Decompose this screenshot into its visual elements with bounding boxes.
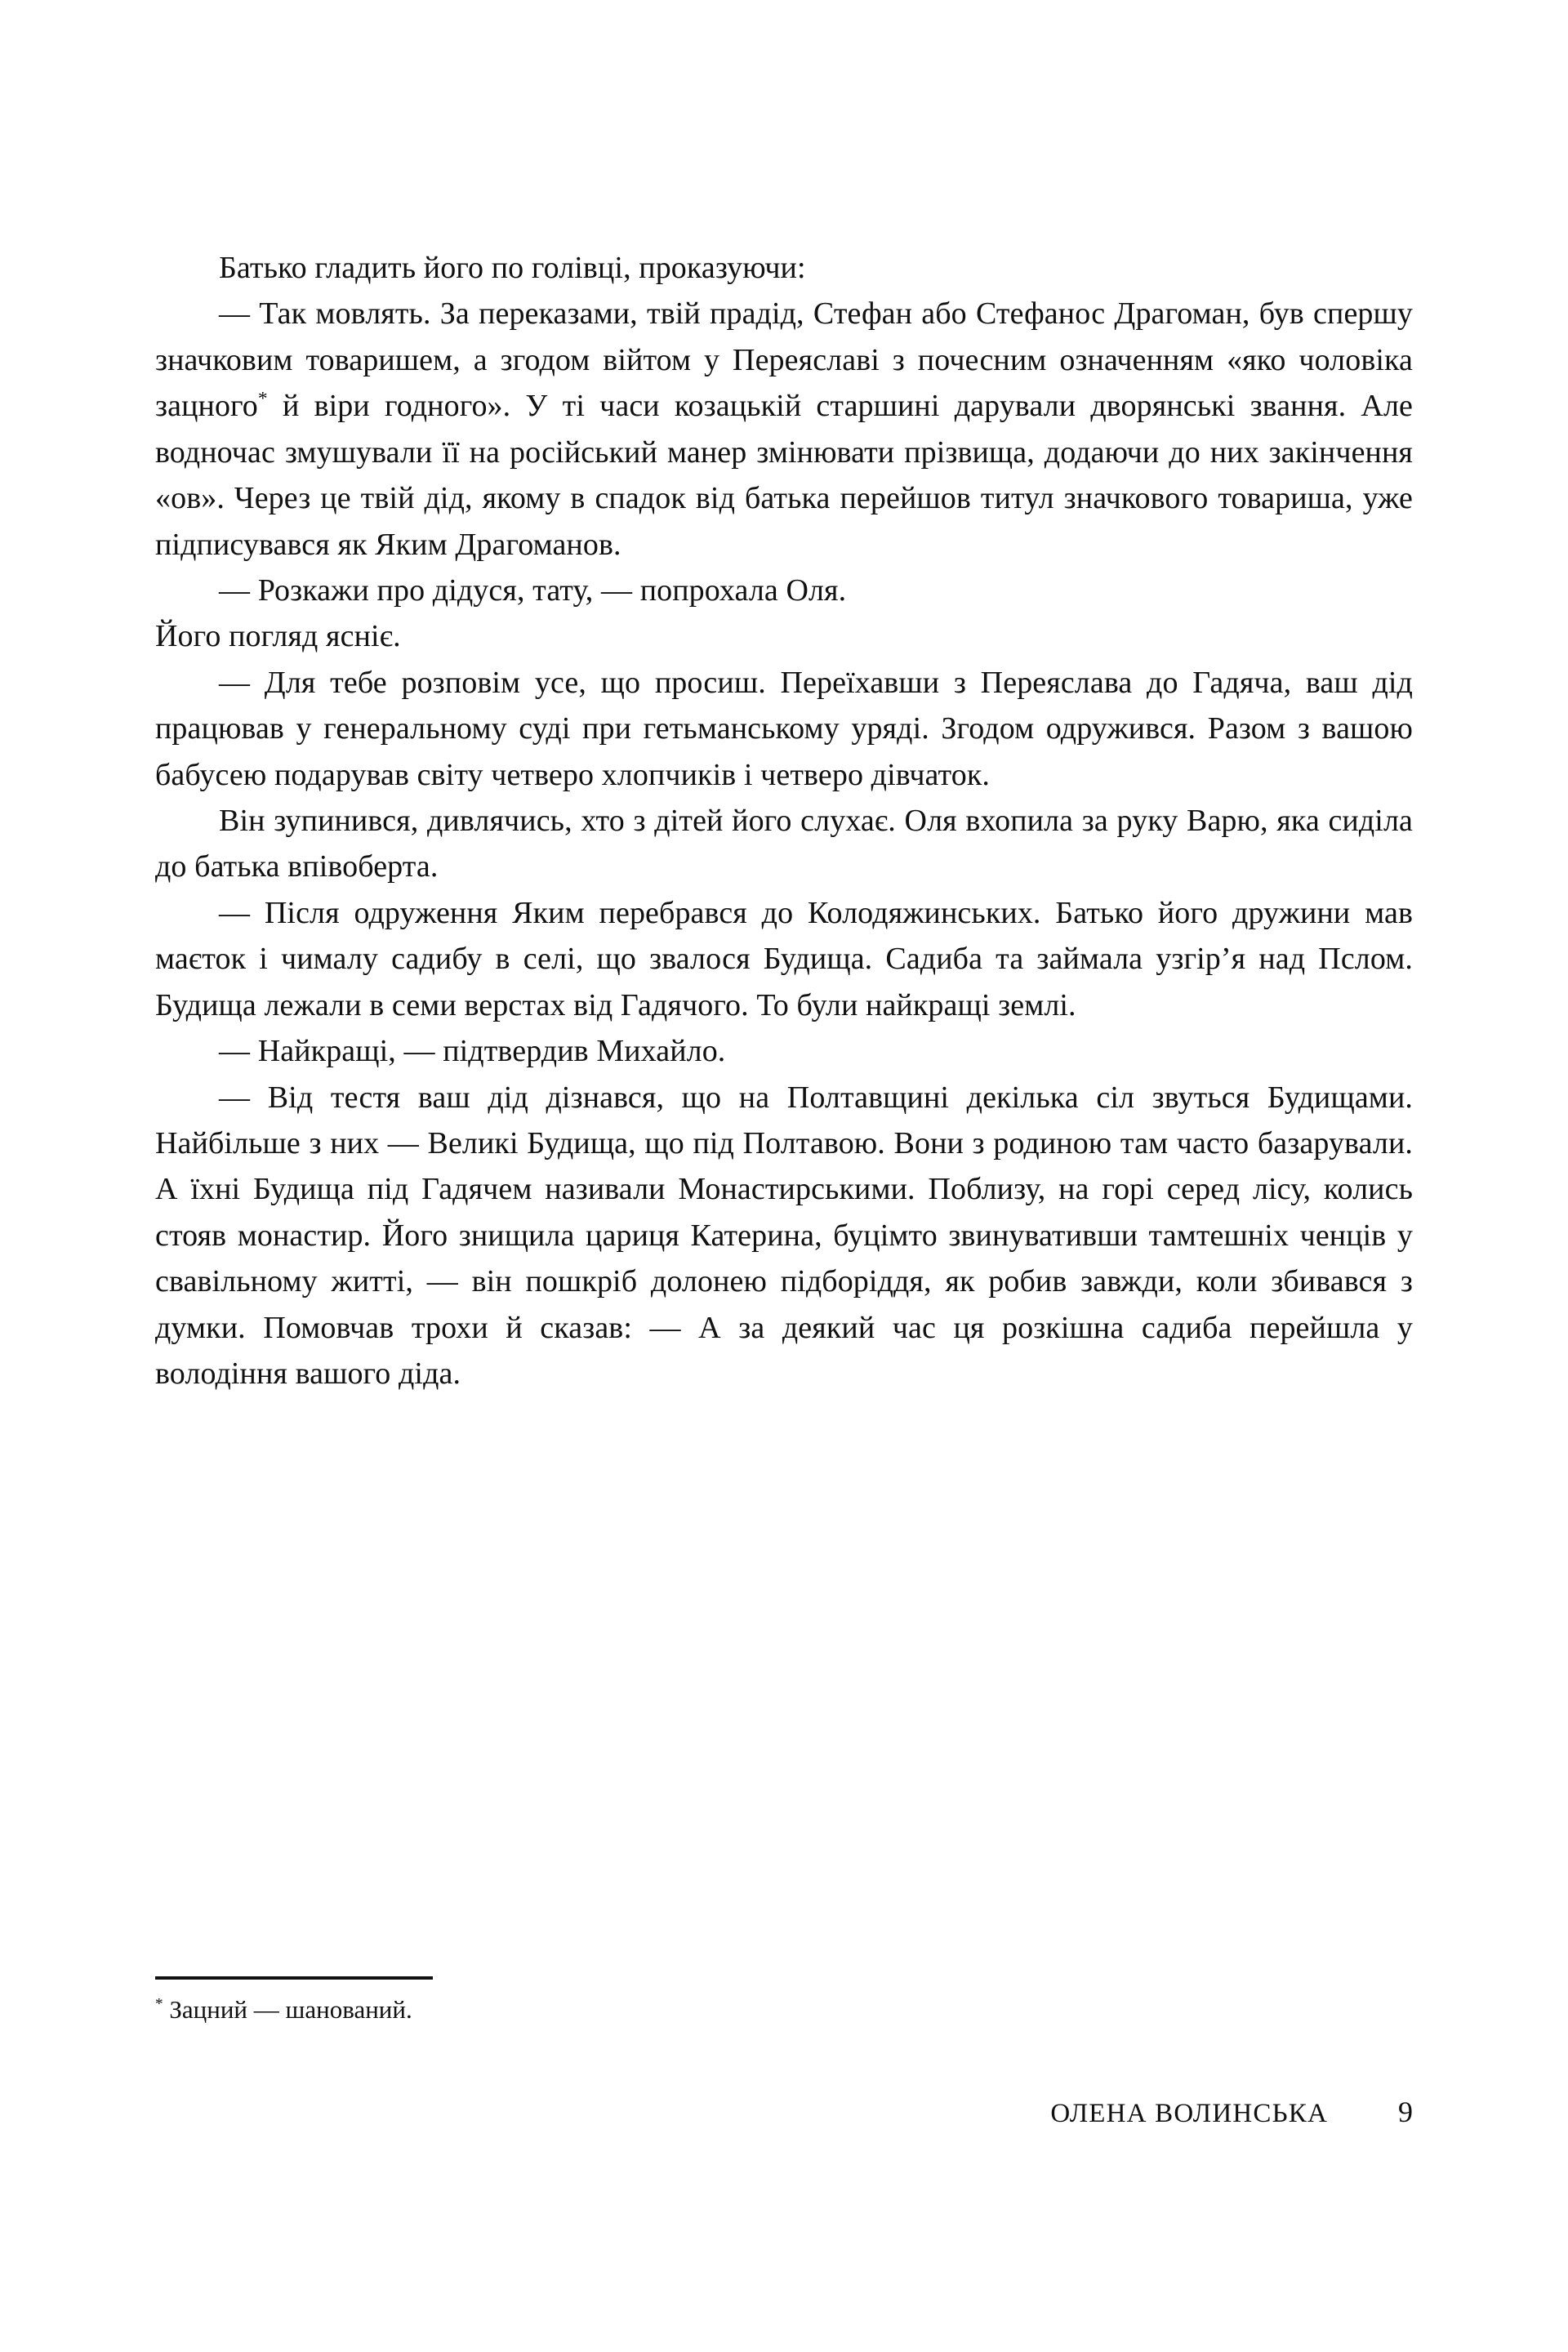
- body-text-column: [155, 245, 1413, 1397]
- footnote-separator-rule: [155, 1976, 433, 1980]
- footnote-entry-marker: *: [155, 1995, 163, 2013]
- footnote-block: [155, 1976, 1413, 2027]
- running-head-author: ОЛЕНА ВОЛИНСЬКА: [1050, 2099, 1328, 2128]
- paragraph-1: Батько гладить його по голівці, проказуючи:: [219, 251, 806, 285]
- footnote-entry-text: Зацний — шанований.: [163, 1995, 412, 2024]
- page-footer: [155, 2095, 1413, 2129]
- paragraph-2-text-after-footnote: й віри годного». У ті часи козацькій старшині дарували дворянські звання. Але водночас змушували її на російський манер змінювати прізвища, додаючи до них закінчення «ов». Через це твій дід, якому в спадок від батька перейшов титул значкового товариша, уже підписувався як Яким Драгоманов.: [155, 389, 1413, 562]
- paragraph-5: — Для тебе розповім усе, що просиш. Переїхавши з Переяслава до Гадяча, ваш дід працював у генеральному суді при гетьманському уряді. Згодом одружився. Разом з вашою бабусею подарував світу четверо хлопчиків і четверо дівчаток.: [155, 665, 1413, 792]
- paragraph-2: [155, 291, 1413, 568]
- paragraph-8: — Найкращі, — підтвердив Михайло.: [219, 1034, 726, 1069]
- paragraph-9: — Від тестя ваш дід дізнався, що на Полтавщині декілька сіл звуться Будищами. Найбільше з них — Великі Будища, що під Полтавою. Вони з родиною там часто базарували. А їхні Будища під Гадячем називали Монастирськими. Поблизу, на горі серед лісу, колись стояв монастир. Його знищила цариця Катерина, буцімто звинувативши тамтешніх ченців у свавільному житті, — він пошкріб долонею підборіддя, як робив завжди, коли збивався з думки. Помовчав трохи й сказав: — А за деякий час ця розкішна садиба перейшла у володіння вашого діда.: [155, 1080, 1413, 1392]
- paragraph-4: Його погляд ясніє.: [155, 619, 401, 654]
- page-number: 9: [1398, 2096, 1413, 2128]
- paragraph-6: Він зупинився, дивлячись, хто з дітей його слухає. Оля вхопила за руку Варю, яка сиділа до батька впівоберта.: [155, 804, 1413, 884]
- paragraph-7: — Після одруження Яким перебрався до Колодяжинських. Батько його дружини мав маєток і чималу садибу в селі, що звалося Будища. Садиба та займала узгір’я над Пслом. Будища лежали в семи верстах від Гадячого. То були найкращі землі.: [155, 895, 1413, 1022]
- paragraph-2-text-before-footnote: — Так мовлять. За переказами, твій прадід, Стефан або Стефанос Драгоман, був спершу значковим товаришем, а згодом війтом у Переяславі з почесним означенням «яко чоловіка зацного: [155, 296, 1413, 424]
- paragraph-3: — Розкажи про дідуся, тату, — попрохала Оля.: [219, 572, 847, 608]
- footnote-entry: [155, 1993, 1413, 2027]
- footnote-reference-marker: *: [257, 388, 268, 410]
